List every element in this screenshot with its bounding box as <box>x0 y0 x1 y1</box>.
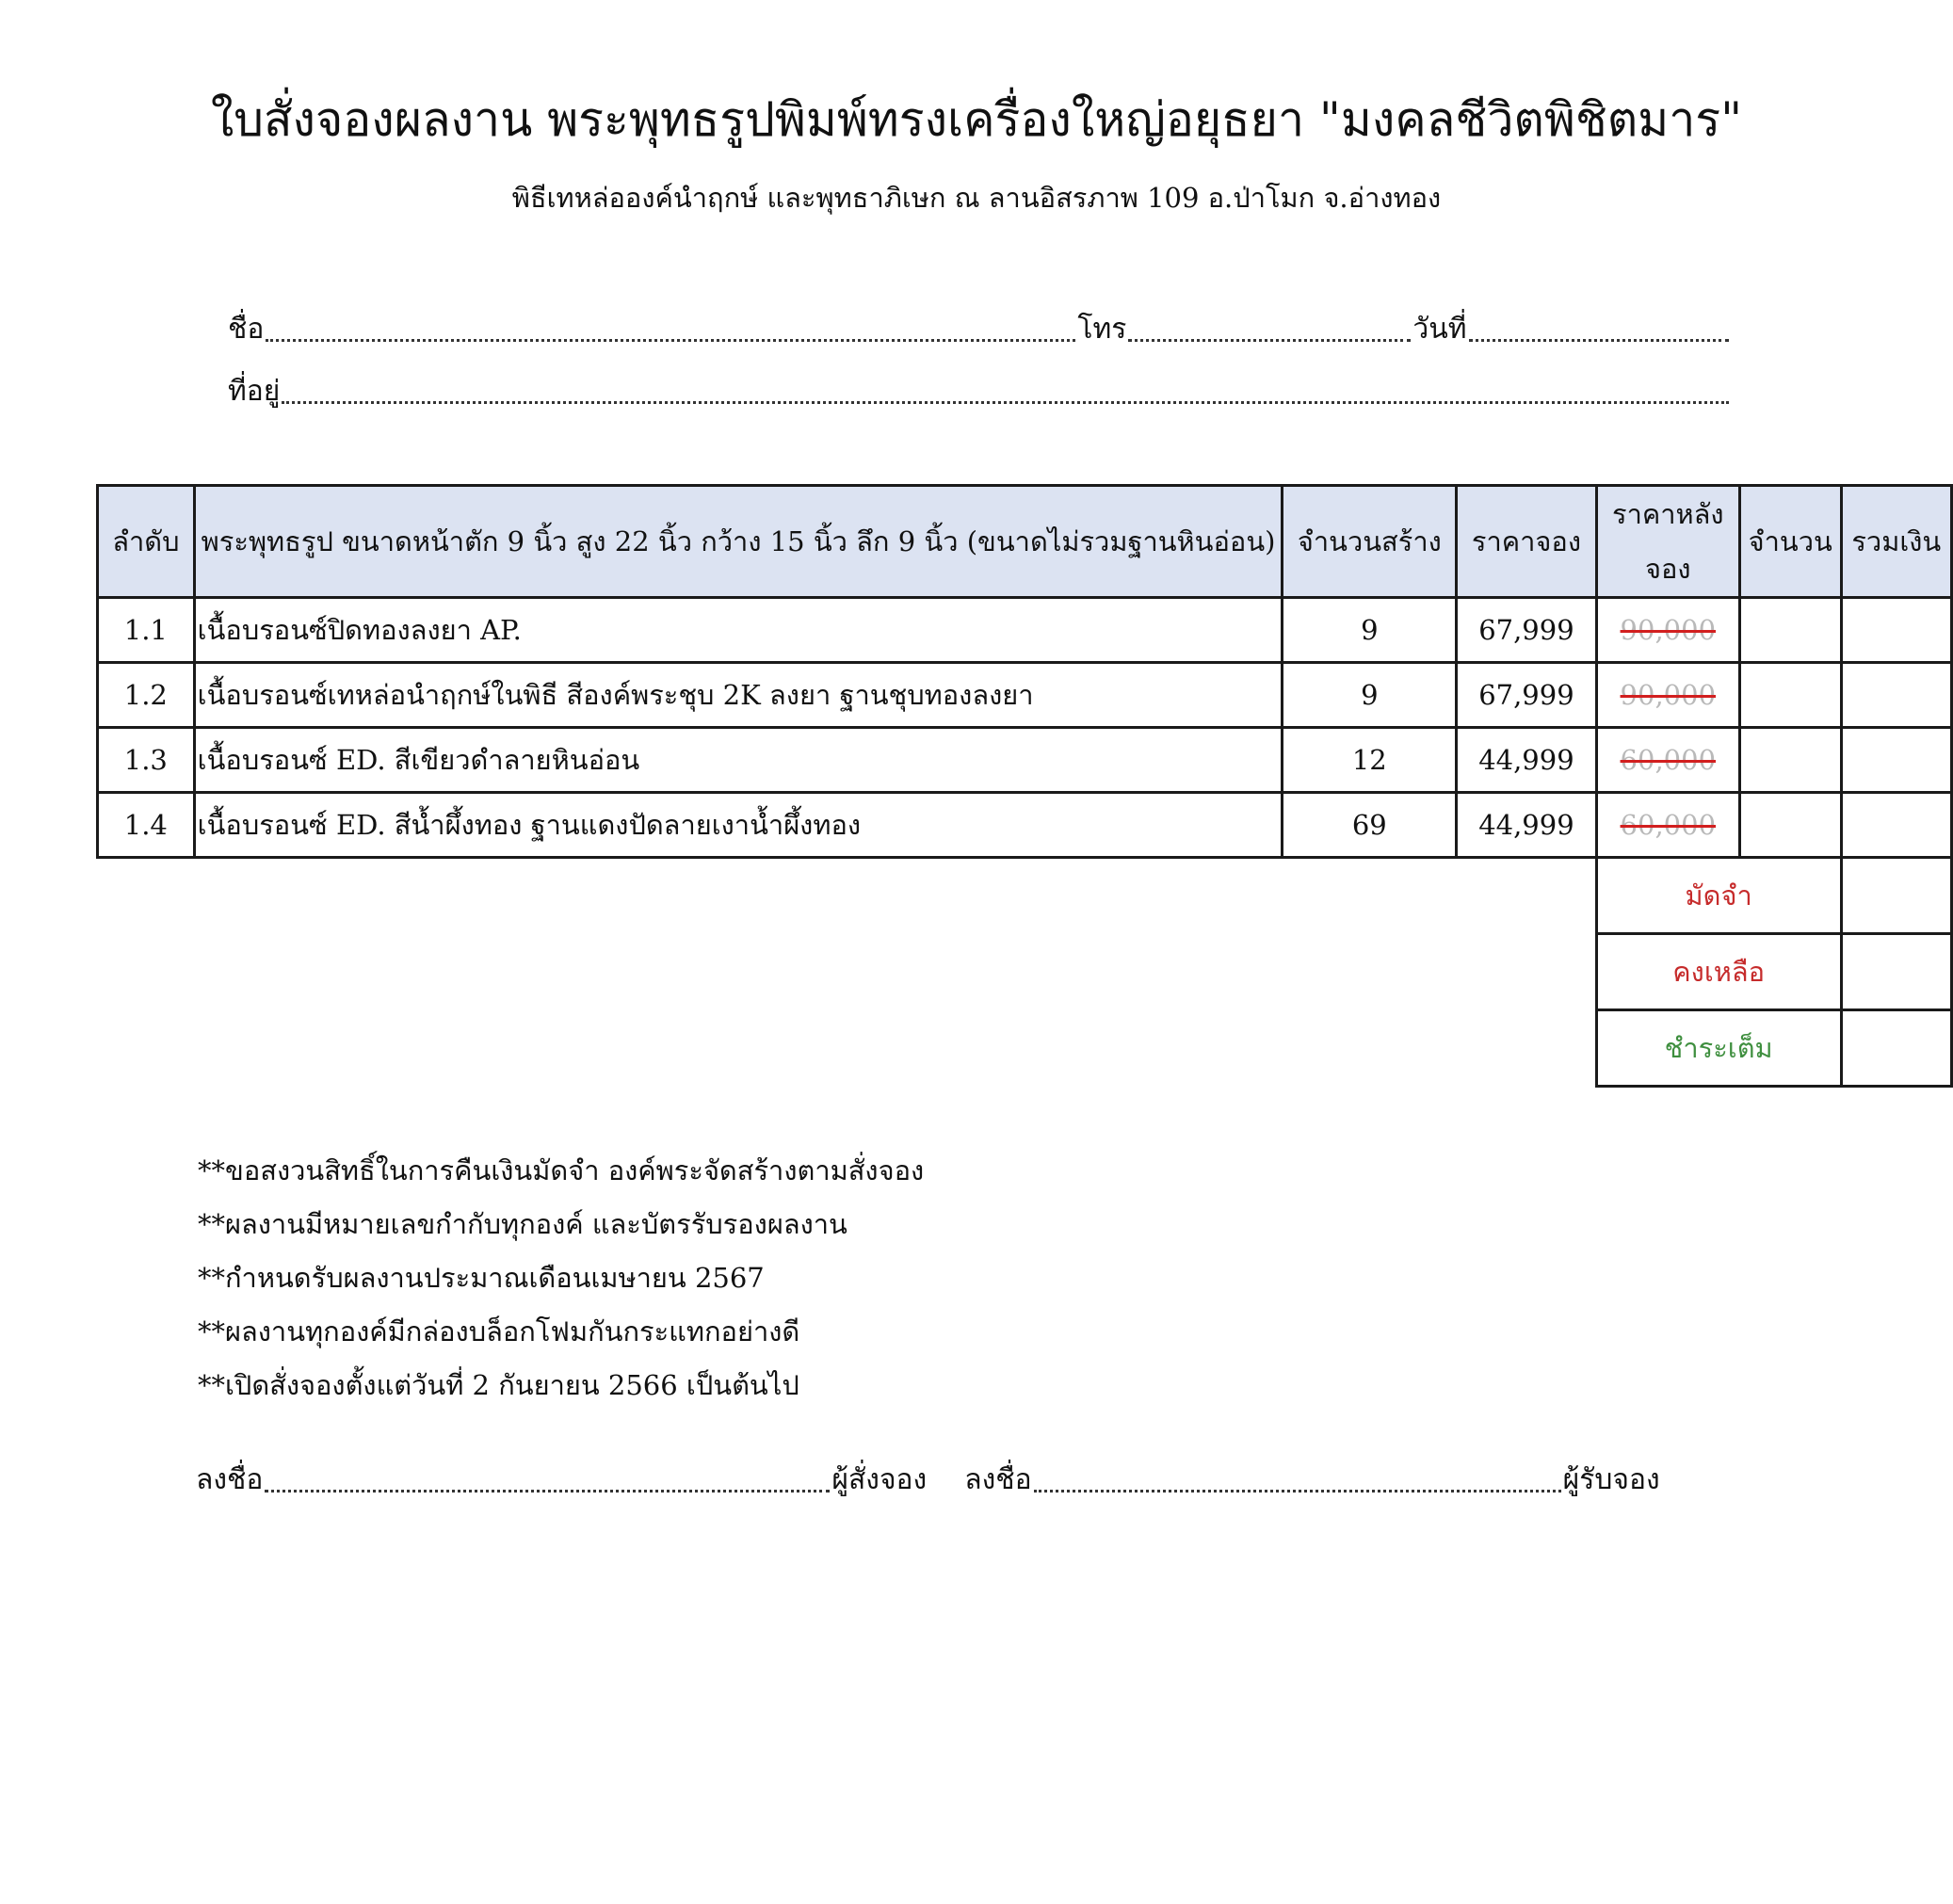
row-quantity-cell[interactable] <box>1739 663 1841 728</box>
row-no: 1.1 <box>98 598 195 663</box>
row-build-count: 12 <box>1283 728 1457 793</box>
summary-row-paid-full <box>98 1010 1952 1087</box>
orderer-label: ผู้สั่งจอง <box>831 1463 928 1496</box>
row-build-count: 9 <box>1283 598 1457 663</box>
row-after-price <box>1596 728 1739 793</box>
date-field[interactable] <box>1469 339 1729 342</box>
date-label: วันที่ <box>1412 313 1467 346</box>
header-no: ลำดับ <box>98 486 195 598</box>
paid-full-label: ชำระเต็ม <box>1596 1010 1841 1087</box>
row-build-count: 9 <box>1283 663 1457 728</box>
header-after-price: ราคาหลังจอง <box>1596 486 1739 598</box>
row-after-price <box>1596 598 1739 663</box>
remaining-amount-cell[interactable] <box>1841 934 1951 1010</box>
after-price-struck: 60,000 <box>1620 809 1717 841</box>
notes-list <box>198 1144 924 1412</box>
orderer-signature-field[interactable] <box>265 1490 830 1493</box>
after-price-struck: 90,000 <box>1620 614 1717 646</box>
address-label: ที่อยู่ <box>228 375 281 408</box>
note-item: **ขอสงวนสิทธิ์ในการคืนเงินมัดจำ องค์พระจัดสร้างตามสั่งจอง <box>198 1154 925 1186</box>
name-field[interactable] <box>266 339 1075 342</box>
after-price-struck: 90,000 <box>1620 679 1717 711</box>
note-item: **ผลงานมีหมายเลขกำกับทุกองค์ และบัตรรับรองผลงาน <box>198 1208 847 1240</box>
header-total: รวมเงิน <box>1841 486 1951 598</box>
header-quantity: จำนวน <box>1739 486 1841 598</box>
name-label: ชื่อ <box>228 313 265 346</box>
table-row <box>98 663 1952 728</box>
summary-row-deposit <box>98 858 1952 934</box>
deposit-label: มัดจำ <box>1596 858 1841 934</box>
header-booking-price: ราคาจอง <box>1457 486 1597 598</box>
sign-label-receiver: ลงชื่อ <box>964 1463 1032 1496</box>
row-no: 1.4 <box>98 793 195 858</box>
row-description: เนื้อบรอนซ์ ED. สีเขียวดำลายหินอ่อน <box>194 728 1283 793</box>
note-item: **ผลงานทุกองค์มีกล่องบล็อกโฟมกันกระแทกอย่างดี <box>198 1315 800 1347</box>
row-booking-price: 67,999 <box>1457 598 1597 663</box>
form-subtitle: พิธีเทหล่อองค์นำฤกษ์ และพุทธาภิเษก ณ ลานอิสรภาพ 109 อ.ป่าโมก จ.อ่างทอง <box>511 182 1442 214</box>
receiver-signature-field[interactable] <box>1034 1490 1561 1493</box>
row-total-cell[interactable] <box>1841 728 1951 793</box>
summary-row-remaining <box>98 934 1952 1010</box>
row-description: เนื้อบรอนซ์ปิดทองลงยา AP. <box>194 598 1283 663</box>
sign-label-orderer: ลงชื่อ <box>196 1463 264 1496</box>
address-field[interactable] <box>282 401 1729 404</box>
after-price-struck: 60,000 <box>1620 744 1717 776</box>
row-description: เนื้อบรอนซ์ ED. สีน้ำผึ้งทอง ฐานแดงปัดลายเงาน้ำผึ้งทอง <box>194 793 1283 858</box>
row-after-price <box>1596 663 1739 728</box>
row-booking-price: 44,999 <box>1457 728 1597 793</box>
signature-row <box>196 1460 1660 1501</box>
row-no: 1.3 <box>98 728 195 793</box>
row-after-price <box>1596 793 1739 858</box>
note-item: **เปิดสั่งจองตั้งแต่วันที่ 2 กันยายน 2566 เป็นต้นไป <box>198 1369 799 1401</box>
customer-info-row <box>228 309 1731 350</box>
row-quantity-cell[interactable] <box>1739 728 1841 793</box>
row-total-cell[interactable] <box>1841 663 1951 728</box>
note-item: **กำหนดรับผลงานประมาณเดือนเมษายน 2567 <box>198 1262 765 1294</box>
row-quantity-cell[interactable] <box>1739 598 1841 663</box>
row-total-cell[interactable] <box>1841 793 1951 858</box>
row-total-cell[interactable] <box>1841 598 1951 663</box>
order-table <box>96 484 1953 1088</box>
table-header-row <box>98 486 1952 598</box>
row-build-count: 69 <box>1283 793 1457 858</box>
row-description: เนื้อบรอนซ์เทหล่อนำฤกษ์ในพิธี สีองค์พระชุบ 2K ลงยา ฐานชุบทองลงยา <box>194 663 1283 728</box>
header-description: พระพุทธรูป ขนาดหน้าตัก 9 นิ้ว สูง 22 นิ้ว กว้าง 15 นิ้ว ลึก 9 นิ้ว (ขนาดไม่รวมฐานหินอ่อน) <box>194 486 1283 598</box>
row-booking-price: 44,999 <box>1457 793 1597 858</box>
row-quantity-cell[interactable] <box>1739 793 1841 858</box>
header-build-count: จำนวนสร้าง <box>1283 486 1457 598</box>
address-row <box>228 371 1731 412</box>
receiver-label: ผู้รับจอง <box>1562 1463 1660 1496</box>
phone-field[interactable] <box>1128 339 1411 342</box>
row-no: 1.2 <box>98 663 195 728</box>
deposit-amount-cell[interactable] <box>1841 858 1951 934</box>
table-row <box>98 598 1952 663</box>
remaining-label: คงเหลือ <box>1596 934 1841 1010</box>
phone-label: โทร <box>1077 313 1127 346</box>
form-title: ใบสั่งจองผลงาน พระพุทธรูปพิมพ์ทรงเครื่องใหญ่อยุธยา "มงคลชีวิตพิชิตมาร" <box>210 92 1743 147</box>
paid-full-amount-cell[interactable] <box>1841 1010 1951 1087</box>
table-row <box>98 728 1952 793</box>
table-row <box>98 793 1952 858</box>
row-booking-price: 67,999 <box>1457 663 1597 728</box>
